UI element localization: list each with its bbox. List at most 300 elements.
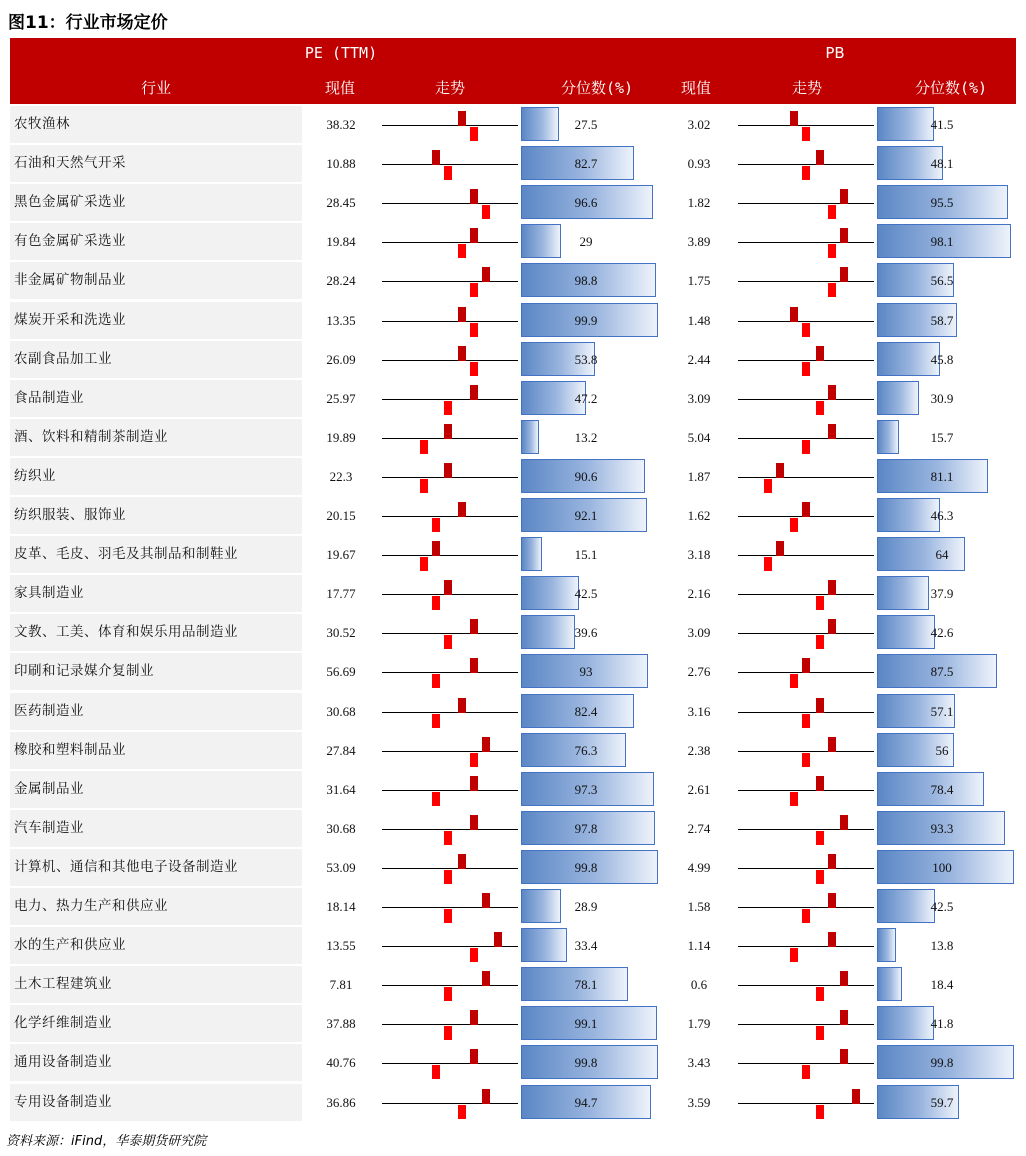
industry-label: 计算机、通信和其他电子设备制造业	[14, 858, 238, 875]
table-row	[10, 732, 1016, 770]
pe-trend-mark-low	[420, 479, 428, 493]
pe-trend-mark-low	[432, 674, 440, 688]
industry-label: 橡胶和塑料制品业	[14, 741, 126, 758]
pe-trend-baseline	[382, 751, 518, 752]
pb-trend-mark-low	[790, 674, 798, 688]
pe-percentile-value: 15.1	[574, 547, 598, 563]
pb-trend-baseline	[738, 751, 874, 752]
pe-trend-baseline	[382, 907, 518, 908]
pe-trend-mark-low	[432, 714, 440, 728]
pb-trend-baseline	[738, 281, 874, 282]
pb-trend-sparkline	[738, 497, 874, 534]
pb-trend-mark-high	[816, 698, 824, 713]
pe-percentile-value: 33.4	[574, 938, 598, 954]
pe-trend-sparkline	[382, 1005, 518, 1042]
pb-trend-mark-high	[840, 815, 848, 830]
pb-trend-mark-low	[816, 831, 824, 845]
pe-trend-mark-low	[432, 596, 440, 610]
pb-trend-mark-low	[802, 909, 810, 923]
pe-trend-baseline	[382, 242, 518, 243]
pb-trend-sparkline	[738, 1084, 874, 1121]
pb-trend-mark-high	[840, 267, 848, 282]
pb-trend-sparkline	[738, 145, 874, 182]
pb-trend-sparkline	[738, 1044, 874, 1081]
industry-label: 非金属矿物制品业	[14, 272, 126, 289]
pe-percentile-value: 94.7	[574, 1094, 598, 1110]
pe-trend-baseline	[382, 1103, 518, 1104]
pe-trend-mark-low	[420, 440, 428, 454]
pe-percentile-value: 13.2	[574, 429, 598, 445]
pb-value: 2.16	[687, 586, 711, 602]
pe-trend-mark-low	[444, 1026, 452, 1040]
pe-value: 20.15	[326, 508, 356, 523]
pe-percentile-value: 42.5	[574, 586, 598, 602]
pe-trend-baseline	[382, 164, 518, 165]
pb-trend-sparkline	[738, 732, 874, 769]
pe-trend-sparkline	[382, 497, 518, 534]
pb-trend-baseline	[738, 907, 874, 908]
header-group-pb: PB	[825, 44, 845, 62]
header-col-pe-value: 现值	[324, 79, 355, 97]
pe-trend-mark-low	[470, 362, 478, 376]
table-header	[10, 38, 1016, 104]
pb-percentile-bar	[877, 928, 896, 962]
pb-percentile-value: 42.6	[930, 625, 954, 641]
pb-trend-baseline	[738, 1024, 874, 1025]
pe-trend-sparkline	[382, 888, 518, 925]
pe-trend-mark-high	[458, 111, 466, 126]
pb-trend-mark-high	[816, 150, 824, 165]
table-row	[10, 927, 1016, 965]
pb-trend-baseline	[738, 594, 874, 595]
pb-trend-mark-low	[828, 244, 836, 258]
table-row	[10, 302, 1016, 340]
pb-percentile-value: 56.5	[930, 273, 954, 289]
industry-label: 食品制造业	[14, 389, 84, 406]
pe-trend-sparkline	[382, 341, 518, 378]
pe-trend-sparkline	[382, 184, 518, 221]
header-group-pe: PE (TTM)	[304, 44, 378, 62]
pe-trend-mark-low	[432, 1065, 440, 1079]
header-col-pe-trend: 走势	[434, 79, 465, 97]
pe-trend-sparkline	[382, 458, 518, 495]
pb-trend-mark-high	[802, 658, 810, 673]
pb-trend-baseline	[738, 790, 874, 791]
pb-trend-mark-high	[828, 854, 836, 869]
pe-percentile-bar	[521, 107, 559, 141]
pe-trend-sparkline	[382, 693, 518, 730]
pe-trend-sparkline	[382, 106, 518, 143]
pe-trend-baseline	[382, 399, 518, 400]
pb-trend-mark-high	[840, 189, 848, 204]
industry-label: 纺织服装、服饰业	[14, 507, 126, 523]
pb-trend-sparkline	[738, 341, 874, 378]
pb-trend-baseline	[738, 633, 874, 634]
industry-label: 石油和天然气开采	[14, 155, 126, 172]
pe-value: 19.89	[326, 429, 356, 445]
industry-label: 水的生产和供应业	[14, 937, 126, 954]
pb-value: 2.38	[687, 742, 711, 758]
pe-value: 22.3	[329, 468, 353, 484]
pb-percentile-value: 13.8	[930, 938, 954, 954]
pe-trend-baseline	[382, 321, 518, 322]
pb-value: 1.58	[687, 899, 711, 914]
pe-value: 13.35	[326, 312, 356, 328]
pe-trend-mark-high	[458, 346, 466, 361]
pb-value: 3.09	[687, 625, 711, 641]
pe-trend-sparkline	[382, 262, 518, 299]
pe-percentile-bar	[521, 420, 539, 454]
pb-trend-sparkline	[738, 693, 874, 730]
pb-trend-mark-low	[802, 166, 810, 180]
pb-trend-mark-low	[816, 401, 824, 415]
pb-value: 3.09	[687, 390, 711, 406]
industry-label: 专用设备制造业	[14, 1093, 112, 1110]
pe-value: 27.84	[326, 742, 356, 758]
pe-trend-sparkline	[382, 810, 518, 847]
pe-percentile-value: 96.6	[574, 195, 598, 211]
pb-percentile-value: 78.4	[930, 781, 954, 797]
pe-trend-mark-high	[458, 698, 466, 713]
pe-percentile-value: 93	[579, 664, 593, 680]
pb-value: 2.61	[687, 781, 711, 797]
pb-trend-baseline	[738, 203, 874, 204]
table-row	[10, 653, 1016, 691]
pb-percentile-value: 46.3	[930, 508, 954, 523]
pb-value: 1.82	[687, 195, 711, 211]
industry-label: 文教、工美、体育和娱乐用品制造业	[14, 624, 238, 641]
pb-trend-mark-high	[840, 228, 848, 243]
pe-value: 30.68	[326, 703, 356, 719]
pb-percentile-value: 41.8	[930, 1016, 954, 1032]
pe-trend-mark-high	[432, 541, 440, 556]
table-row	[10, 771, 1016, 809]
pe-trend-baseline	[382, 672, 518, 673]
pe-trend-mark-high	[470, 658, 478, 673]
pb-trend-mark-low	[802, 1065, 810, 1079]
pe-trend-sparkline	[382, 575, 518, 612]
pb-trend-sparkline	[738, 223, 874, 260]
pe-trend-mark-high	[494, 932, 502, 947]
industry-label: 有色金属矿采选业	[14, 233, 126, 250]
pb-trend-mark-low	[816, 1105, 824, 1119]
pe-percentile-value: 27.5	[574, 117, 598, 132]
pe-trend-baseline	[382, 1024, 518, 1025]
pe-trend-baseline	[382, 790, 518, 791]
pb-trend-mark-low	[802, 362, 810, 376]
pe-percentile-value: 47.2	[574, 390, 598, 406]
pe-trend-baseline	[382, 1063, 518, 1064]
pb-percentile-value: 64	[935, 547, 949, 563]
pb-trend-sparkline	[738, 653, 874, 690]
pe-trend-baseline	[382, 633, 518, 634]
pb-trend-baseline	[738, 477, 874, 478]
pb-value: 1.87	[687, 468, 711, 484]
pe-trend-sparkline	[382, 1044, 518, 1081]
pe-value: 28.45	[326, 195, 356, 211]
pe-trend-mark-high	[470, 385, 478, 400]
pe-trend-mark-low	[470, 753, 478, 767]
table-row	[10, 1005, 1016, 1043]
pe-trend-mark-low	[458, 1105, 466, 1119]
pe-trend-mark-high	[470, 619, 478, 634]
pb-value: 2.44	[687, 351, 711, 367]
pe-trend-baseline	[382, 516, 518, 517]
pb-trend-sparkline	[738, 810, 874, 847]
table-row	[10, 966, 1016, 1004]
pe-trend-sparkline	[382, 614, 518, 651]
table-row	[10, 810, 1016, 848]
pe-trend-baseline	[382, 125, 518, 126]
industry-label: 医药制造业	[14, 702, 84, 719]
industry-label: 化学纤维制造业	[14, 1015, 112, 1032]
pb-trend-sparkline	[738, 575, 874, 612]
pe-value: 13.55	[326, 938, 356, 954]
pb-trend-sparkline	[738, 536, 874, 573]
table-row	[10, 1044, 1016, 1082]
pe-value: 30.52	[326, 625, 356, 641]
pb-percentile-value: 57.1	[930, 703, 954, 719]
industry-label: 纺织业	[14, 467, 56, 484]
pe-trend-mark-low	[470, 948, 478, 962]
pb-trend-sparkline	[738, 614, 874, 651]
pb-trend-mark-high	[828, 385, 836, 400]
pe-value: 30.68	[326, 820, 356, 836]
pb-trend-baseline	[738, 1063, 874, 1064]
pb-trend-mark-low	[802, 714, 810, 728]
pb-trend-mark-low	[790, 792, 798, 806]
pb-trend-sparkline	[738, 302, 874, 339]
pe-percentile-value: 99.8	[574, 859, 598, 875]
pe-trend-sparkline	[382, 302, 518, 339]
table-row	[10, 888, 1016, 926]
pe-trend-mark-high	[444, 463, 452, 478]
pe-trend-mark-low	[444, 401, 452, 415]
pb-trend-sparkline	[738, 1005, 874, 1042]
pb-value: 5.04	[687, 429, 711, 445]
pe-value: 18.14	[326, 899, 356, 914]
pb-percentile-value: 59.7	[930, 1094, 954, 1110]
pe-trend-baseline	[382, 555, 518, 556]
pb-trend-baseline	[738, 360, 874, 361]
pb-percentile-value: 48.1	[930, 156, 954, 172]
pb-value: 0.93	[687, 156, 711, 172]
industry-label: 印刷和记录媒介复制业	[14, 663, 154, 680]
pb-percentile-value: 100	[932, 859, 952, 875]
pe-percentile-value: 97.3	[574, 781, 598, 797]
industry-label: 酒、饮料和精制茶制造业	[14, 428, 168, 445]
industry-label: 煤炭开采和洗选业	[14, 311, 126, 328]
table-row	[10, 380, 1016, 418]
pb-value: 1.79	[687, 1016, 711, 1032]
pe-percentile-bar	[521, 224, 561, 258]
pb-percentile-value: 45.8	[930, 351, 954, 367]
pe-percentile-value: 29	[579, 234, 593, 250]
pe-trend-baseline	[382, 829, 518, 830]
pb-value: 3.43	[687, 1055, 711, 1071]
pb-trend-baseline	[738, 321, 874, 322]
pb-trend-sparkline	[738, 849, 874, 886]
pb-trend-mark-high	[852, 1089, 860, 1104]
pb-trend-mark-high	[828, 580, 836, 595]
pe-trend-mark-high	[458, 502, 466, 517]
industry-label: 农牧渔林	[14, 116, 70, 132]
pe-trend-sparkline	[382, 419, 518, 456]
pe-value: 36.86	[326, 1094, 356, 1110]
pe-trend-sparkline	[382, 732, 518, 769]
pe-trend-sparkline	[382, 849, 518, 886]
pe-trend-sparkline	[382, 653, 518, 690]
pe-trend-mark-high	[432, 150, 440, 165]
pb-trend-mark-high	[840, 1010, 848, 1025]
pb-trend-mark-low	[816, 1026, 824, 1040]
pb-trend-baseline	[738, 946, 874, 947]
pe-trend-mark-low	[470, 283, 478, 297]
pb-percentile-value: 42.5	[930, 899, 954, 914]
pb-percentile-bar	[877, 967, 902, 1001]
pe-value: 37.88	[326, 1016, 356, 1032]
pe-trend-mark-high	[470, 776, 478, 791]
pb-trend-mark-low	[790, 948, 798, 962]
pe-percentile-value: 39.6	[574, 625, 598, 641]
table-row	[10, 497, 1016, 535]
pe-trend-mark-high	[470, 1049, 478, 1064]
pb-value: 0.6	[690, 977, 708, 993]
pb-trend-mark-high	[776, 541, 784, 556]
pb-trend-baseline	[738, 555, 874, 556]
pe-trend-mark-low	[444, 870, 452, 884]
industry-label: 汽车制造业	[14, 819, 84, 836]
pe-percentile-value: 99.9	[574, 312, 598, 328]
pb-trend-mark-low	[816, 870, 824, 884]
pb-value: 1.14	[687, 938, 711, 954]
pe-value: 19.84	[326, 234, 356, 250]
pe-trend-mark-high	[482, 893, 490, 908]
header-col-pb-value: 现值	[680, 79, 711, 97]
pb-percentile-value: 58.7	[930, 312, 954, 328]
pb-percentile-value: 87.5	[930, 664, 954, 680]
pb-trend-mark-low	[802, 753, 810, 767]
pb-percentile-bar	[877, 420, 899, 454]
pb-percentile-value: 95.5	[930, 195, 954, 211]
pe-trend-mark-high	[444, 580, 452, 595]
pe-percentile-value: 76.3	[574, 742, 598, 758]
pe-trend-mark-low	[432, 792, 440, 806]
pe-trend-sparkline	[382, 223, 518, 260]
industry-label: 电力、热力生产和供应业	[14, 898, 168, 914]
pb-trend-baseline	[738, 242, 874, 243]
pe-trend-mark-low	[444, 987, 452, 1001]
pe-value: 7.81	[329, 977, 353, 993]
pb-value: 3.59	[687, 1094, 711, 1110]
table-row	[10, 1084, 1016, 1122]
pe-trend-sparkline	[382, 771, 518, 808]
pe-percentile-value: 92.1	[574, 508, 598, 523]
pe-percentile-value: 28.9	[574, 899, 598, 914]
pb-trend-mark-high	[828, 737, 836, 752]
pe-trend-sparkline	[382, 145, 518, 182]
pe-trend-mark-low	[470, 127, 478, 141]
table-row	[10, 106, 1016, 144]
pb-value: 3.89	[687, 234, 711, 250]
pb-value: 2.74	[687, 820, 711, 836]
pb-trend-mark-high	[802, 502, 810, 517]
pe-trend-mark-low	[444, 831, 452, 845]
pe-trend-mark-low	[458, 244, 466, 258]
pb-trend-mark-high	[840, 971, 848, 986]
pe-value: 31.64	[326, 781, 356, 797]
pb-percentile-value: 37.9	[930, 586, 954, 602]
pe-trend-mark-high	[444, 424, 452, 439]
pb-trend-baseline	[738, 712, 874, 713]
pe-percentile-value: 97.8	[574, 820, 598, 836]
pb-value: 2.76	[687, 664, 711, 680]
pe-trend-sparkline	[382, 1084, 518, 1121]
header-col-pe-pct: 分位数(%)	[560, 79, 634, 97]
industry-label: 皮革、毛皮、羽毛及其制品和制鞋业	[14, 546, 238, 563]
pe-trend-mark-low	[444, 635, 452, 649]
pb-value: 1.75	[687, 273, 711, 289]
pe-trend-mark-low	[444, 909, 452, 923]
pb-trend-mark-high	[816, 776, 824, 791]
pe-trend-mark-high	[470, 189, 478, 204]
pe-value: 26.09	[326, 351, 356, 367]
pb-trend-sparkline	[738, 771, 874, 808]
pe-trend-mark-low	[420, 557, 428, 571]
pe-percentile-bar	[521, 889, 561, 923]
pe-value: 10.88	[326, 156, 356, 172]
pe-percentile-value: 99.1	[574, 1016, 598, 1032]
pe-value: 19.67	[326, 547, 356, 563]
pe-trend-sparkline	[382, 536, 518, 573]
pb-trend-baseline	[738, 438, 874, 439]
pb-percentile-value: 98.1	[930, 234, 954, 250]
pb-trend-mark-high	[828, 893, 836, 908]
pb-trend-sparkline	[738, 380, 874, 417]
pe-trend-baseline	[382, 281, 518, 282]
pe-trend-mark-high	[482, 1089, 490, 1104]
pb-trend-mark-low	[828, 283, 836, 297]
pe-value: 17.77	[326, 586, 356, 602]
pb-trend-sparkline	[738, 184, 874, 221]
pb-trend-mark-high	[790, 111, 798, 126]
pe-trend-mark-low	[444, 166, 452, 180]
figure-title: 图11：行业市场定价	[8, 13, 168, 33]
pb-trend-sparkline	[738, 966, 874, 1003]
pe-percentile-value: 90.6	[574, 468, 598, 484]
pb-trend-baseline	[738, 399, 874, 400]
pb-trend-baseline	[738, 164, 874, 165]
pe-percentile-value: 82.7	[574, 156, 598, 172]
pe-trend-sparkline	[382, 966, 518, 1003]
pe-value: 38.32	[326, 117, 356, 132]
pb-percentile-value: 30.9	[930, 390, 954, 406]
pb-trend-mark-low	[828, 205, 836, 219]
table-row	[10, 262, 1016, 300]
header-col-industry: 行业	[140, 79, 171, 97]
pe-trend-mark-high	[470, 228, 478, 243]
pe-trend-sparkline	[382, 927, 518, 964]
pe-trend-mark-high	[482, 971, 490, 986]
pe-trend-sparkline	[382, 380, 518, 417]
pb-trend-mark-low	[802, 440, 810, 454]
pe-value: 28.24	[326, 273, 356, 289]
pb-trend-sparkline	[738, 106, 874, 143]
industry-label: 家具制造业	[14, 585, 84, 602]
table-row	[10, 693, 1016, 731]
table-row	[10, 614, 1016, 652]
pe-trend-baseline	[382, 712, 518, 713]
